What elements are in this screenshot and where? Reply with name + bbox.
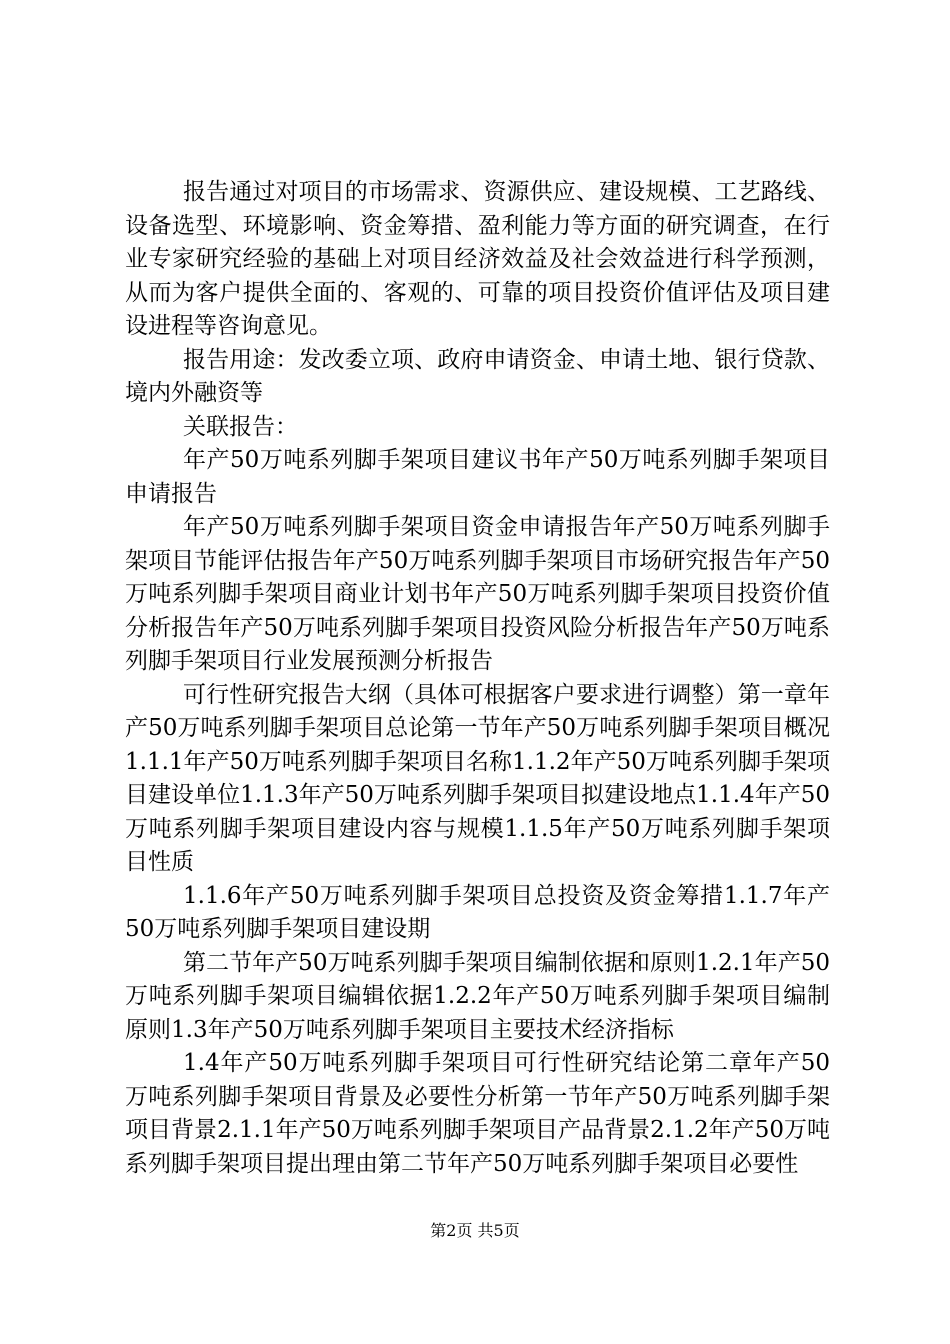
paragraph-outline-sec2: 第二节年产50万吨系列脚手架项目编制依据和原则1.2.1年产50万吨系列脚手架项目编辑依据1.2.2年产50万吨系列脚手架项目编制原则1.3年产50万吨系列脚手架项目主要技术经济指标 [125, 949, 830, 1043]
paragraph-intro: 报告通过对项目的市场需求、资源供应、建设规模、工艺路线、设备选型、环境影响、资金筹措、盈利能力等方面的研究调查，在行业专家研究经验的基础上对项目经济效益及社会效益进行科学预测，从而为客户提供全面的、客观的、可靠的项目投资价值评估及项目建设进程等咨询意见。 [125, 179, 830, 339]
page-number-footer: 第2页 共5页 [430, 1221, 520, 1240]
paragraph-related-heading: 关联报告： [183, 413, 298, 440]
paragraph-outline-1-1-6: 1.1.6年产50万吨系列脚手架项目总投资及资金筹措1.1.7年产50万吨系列脚手架项目建设期 [125, 882, 830, 942]
paragraph-outline-ch1: 可行性研究报告大纲（具体可根据客户要求进行调整）第一章年产50万吨系列脚手架项目总论第一节年产50万吨系列脚手架项目概况1.1.1年产50万吨系列脚手架项目名称1.1.2年产50万吨系列脚手架项目建设单位1.1.3年产50万吨系列脚手架项目拟建设地点1.1.4年产50万吨系列脚手架项目建设内容与规模1.1.5年产50万吨系列脚手架项目性质 [125, 681, 830, 875]
paragraph-purpose: 报告用途：发改委立项、政府申请资金、申请土地、银行贷款、境内外融资等 [125, 346, 830, 406]
document-body [125, 176, 830, 1181]
paragraph-outline-1-4: 1.4年产50万吨系列脚手架项目可行性研究结论第二章年产50万吨系列脚手架项目背景及必要性分析第一节年产50万吨系列脚手架项目背景2.1.1年产50万吨系列脚手架项目产品背景2.1.2年产50万吨系列脚手架项目提出理由第二节年产50万吨系列脚手架项目必要性 [125, 1050, 830, 1177]
paragraph-related-1: 年产50万吨系列脚手架项目建议书年产50万吨系列脚手架项目申请报告 [125, 447, 830, 507]
paragraph-related-2: 年产50万吨系列脚手架项目资金申请报告年产50万吨系列脚手架项目节能评估报告年产50万吨系列脚手架项目市场研究报告年产50万吨系列脚手架项目商业计划书年产50万吨系列脚手架项目投资价值分析报告年产50万吨系列脚手架项目投资风险分析报告年产50万吨系列脚手架项目行业发展预测分析报告 [125, 514, 830, 674]
